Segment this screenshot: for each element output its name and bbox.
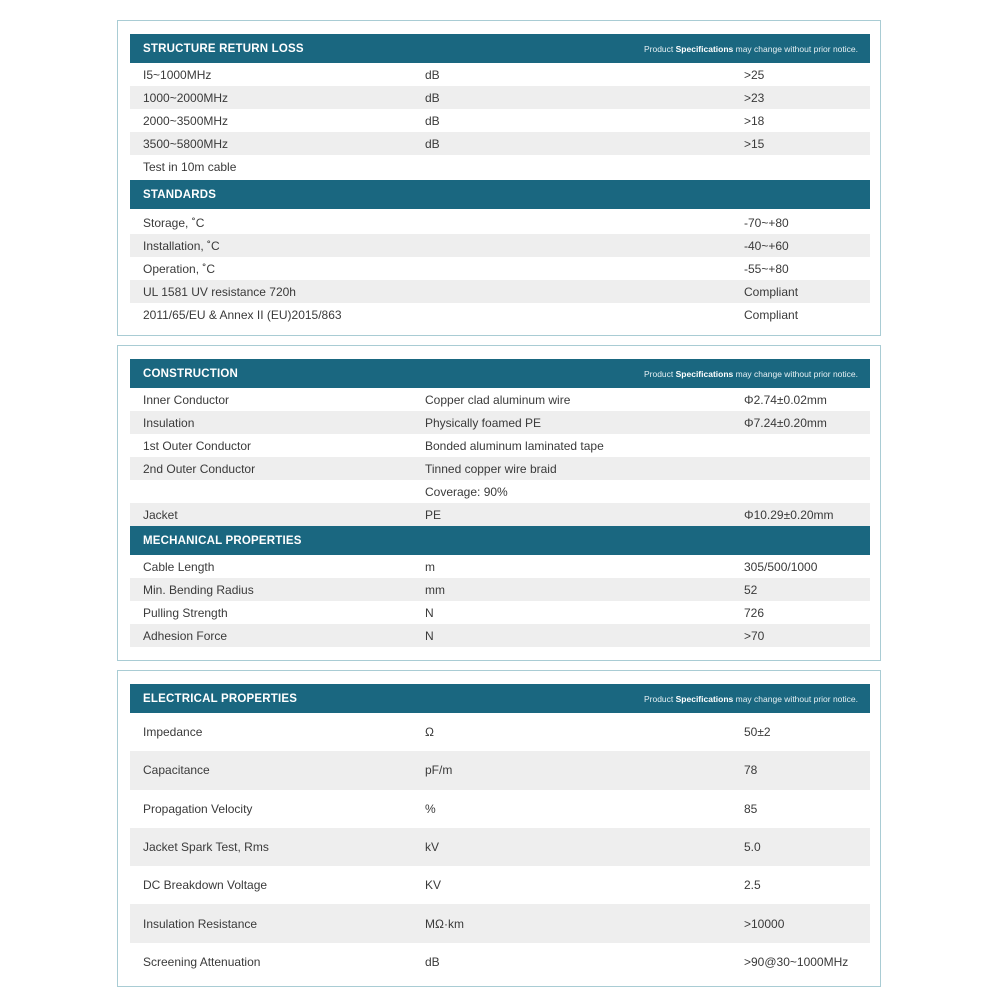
table-electrical-properties bbox=[130, 713, 870, 981]
parameter-cell: 1st Outer Conductor bbox=[143, 438, 252, 453]
section-title: ELECTRICAL PROPERTIES bbox=[143, 692, 298, 705]
table-row bbox=[130, 234, 870, 257]
parameter-cell: Test in 10m cable bbox=[143, 159, 237, 174]
value-cell: -70~+80 bbox=[744, 215, 789, 230]
table-row bbox=[130, 63, 870, 86]
section-header-structure-return-loss bbox=[130, 34, 870, 63]
unit-cell: dB bbox=[425, 136, 440, 151]
table-row bbox=[130, 751, 870, 789]
notice-text: Specifications bbox=[675, 368, 734, 379]
table-construction bbox=[130, 388, 870, 526]
table-row bbox=[130, 257, 870, 280]
value-cell: >90@30~1000MHz bbox=[744, 954, 849, 969]
section-title: CONSTRUCTION bbox=[143, 367, 239, 380]
unit-cell: Ω bbox=[425, 725, 434, 740]
value-cell: >15 bbox=[744, 136, 765, 151]
spec-card-return-loss-standards bbox=[117, 20, 881, 336]
unit-cell: pF/m bbox=[425, 763, 453, 778]
parameter-cell: Cable Length bbox=[143, 559, 215, 574]
value-cell: >23 bbox=[744, 90, 765, 105]
table-row bbox=[130, 624, 870, 647]
table-row bbox=[130, 280, 870, 303]
parameter-cell: Jacket bbox=[143, 507, 178, 522]
table-row bbox=[130, 713, 870, 751]
unit-cell: dB bbox=[425, 113, 440, 128]
table-row bbox=[130, 555, 870, 578]
notice-text: Specifications bbox=[675, 43, 734, 54]
parameter-cell: Installation, ˚C bbox=[143, 238, 220, 253]
parameter-cell: UL 1581 UV resistance 720h bbox=[143, 284, 296, 299]
unit-cell: Copper clad aluminum wire bbox=[425, 392, 571, 407]
section-title: MECHANICAL PROPERTIES bbox=[143, 534, 302, 547]
unit-cell: N bbox=[425, 605, 434, 620]
unit-cell: % bbox=[425, 801, 436, 816]
unit-cell: PE bbox=[425, 507, 442, 522]
value-cell: 5.0 bbox=[744, 840, 761, 855]
section-header-construction bbox=[130, 359, 870, 388]
unit-cell: mm bbox=[425, 582, 445, 597]
table-row bbox=[130, 866, 870, 904]
value-cell: Φ2.74±0.02mm bbox=[744, 392, 827, 407]
table-row bbox=[130, 411, 870, 434]
unit-cell: N bbox=[425, 628, 434, 643]
unit-cell: dB bbox=[425, 954, 440, 969]
notice-text: may change without prior notice. bbox=[733, 43, 858, 54]
table-row bbox=[130, 943, 870, 981]
unit-cell: Physically foamed PE bbox=[425, 415, 542, 430]
value-cell: 85 bbox=[744, 801, 758, 816]
value-cell: 726 bbox=[744, 605, 765, 620]
parameter-cell: Operation, ˚C bbox=[143, 261, 216, 276]
parameter-cell: DC Breakdown Voltage bbox=[143, 878, 268, 893]
table-structure-return-loss bbox=[130, 63, 870, 178]
value-cell: >70 bbox=[744, 628, 765, 643]
spec-notice bbox=[644, 369, 858, 379]
notice-text: may change without prior notice. bbox=[733, 693, 858, 704]
parameter-cell: Min. Bending Radius bbox=[143, 582, 254, 597]
parameter-cell: Insulation Resistance bbox=[143, 916, 258, 931]
parameter-cell: Storage, ˚C bbox=[143, 215, 205, 230]
notice-text: may change without prior notice. bbox=[733, 368, 858, 379]
value-cell: 50±2 bbox=[744, 725, 771, 740]
table-row bbox=[130, 480, 870, 503]
parameter-cell: 2nd Outer Conductor bbox=[143, 461, 256, 476]
notice-text: Product bbox=[643, 43, 676, 54]
parameter-cell: I5~1000MHz bbox=[143, 67, 212, 82]
parameter-cell: Insulation bbox=[143, 415, 195, 430]
value-cell: -40~+60 bbox=[744, 238, 789, 253]
section-title: STANDARDS bbox=[143, 188, 217, 201]
section-title: STRUCTURE RETURN LOSS bbox=[143, 42, 304, 55]
value-cell: Compliant bbox=[744, 307, 799, 322]
table-row bbox=[130, 601, 870, 624]
parameter-cell: Pulling Strength bbox=[143, 605, 228, 620]
section-header-mechanical-properties bbox=[130, 526, 870, 555]
unit-cell: dB bbox=[425, 90, 440, 105]
table-standards bbox=[130, 211, 870, 326]
table-row bbox=[130, 828, 870, 866]
unit-cell: Coverage: 90% bbox=[425, 484, 508, 499]
parameter-cell: 1000~2000MHz bbox=[143, 90, 229, 105]
value-cell: 78 bbox=[744, 763, 758, 778]
unit-cell: KV bbox=[425, 878, 442, 893]
value-cell: -55~+80 bbox=[744, 261, 789, 276]
table-row bbox=[130, 578, 870, 601]
parameter-cell: 2011/65/EU & Annex II (EU)2015/863 bbox=[143, 307, 342, 322]
parameter-cell: Propagation Velocity bbox=[143, 801, 253, 816]
spec-notice bbox=[644, 44, 858, 54]
unit-cell: MΩ·km bbox=[425, 916, 464, 931]
table-row bbox=[130, 211, 870, 234]
table-row bbox=[130, 503, 870, 526]
unit-cell: Bonded aluminum laminated tape bbox=[425, 438, 604, 453]
notice-text: Specifications bbox=[675, 693, 734, 704]
notice-text: Product bbox=[643, 693, 676, 704]
spec-card-construction-mechanical bbox=[117, 345, 881, 661]
spec-card-electrical bbox=[117, 670, 881, 987]
spec-notice bbox=[644, 694, 858, 704]
section-header-standards bbox=[130, 180, 870, 209]
parameter-cell: 3500~5800MHz bbox=[143, 136, 229, 151]
table-mechanical-properties bbox=[130, 555, 870, 647]
parameter-cell: Inner Conductor bbox=[143, 392, 230, 407]
table-row bbox=[130, 790, 870, 828]
table-row bbox=[130, 155, 870, 178]
parameter-cell: Impedance bbox=[143, 725, 203, 740]
parameter-cell: Screening Attenuation bbox=[143, 954, 261, 969]
unit-cell: Tinned copper wire braid bbox=[425, 461, 557, 476]
value-cell: Compliant bbox=[744, 284, 799, 299]
value-cell: >18 bbox=[744, 113, 765, 128]
value-cell: Φ7.24±0.20mm bbox=[744, 415, 827, 430]
unit-cell: dB bbox=[425, 67, 440, 82]
table-row bbox=[130, 434, 870, 457]
value-cell: >25 bbox=[744, 67, 765, 82]
parameter-cell: Capacitance bbox=[143, 763, 210, 778]
notice-text: Product bbox=[643, 368, 676, 379]
unit-cell: m bbox=[425, 559, 435, 574]
table-row bbox=[130, 457, 870, 480]
table-row bbox=[130, 132, 870, 155]
parameter-cell: Adhesion Force bbox=[143, 628, 228, 643]
value-cell: 305/500/1000 bbox=[744, 559, 818, 574]
table-row bbox=[130, 904, 870, 942]
value-cell: 2.5 bbox=[744, 878, 761, 893]
value-cell: Φ10.29±0.20mm bbox=[744, 507, 834, 522]
value-cell: 52 bbox=[744, 582, 758, 597]
value-cell: >10000 bbox=[744, 916, 785, 931]
section-header-electrical-properties bbox=[130, 684, 870, 713]
table-row bbox=[130, 109, 870, 132]
parameter-cell: 2000~3500MHz bbox=[143, 113, 229, 128]
parameter-cell: Jacket Spark Test, Rms bbox=[143, 840, 269, 855]
table-row bbox=[130, 303, 870, 326]
unit-cell: kV bbox=[425, 840, 440, 855]
table-row bbox=[130, 388, 870, 411]
table-row bbox=[130, 86, 870, 109]
